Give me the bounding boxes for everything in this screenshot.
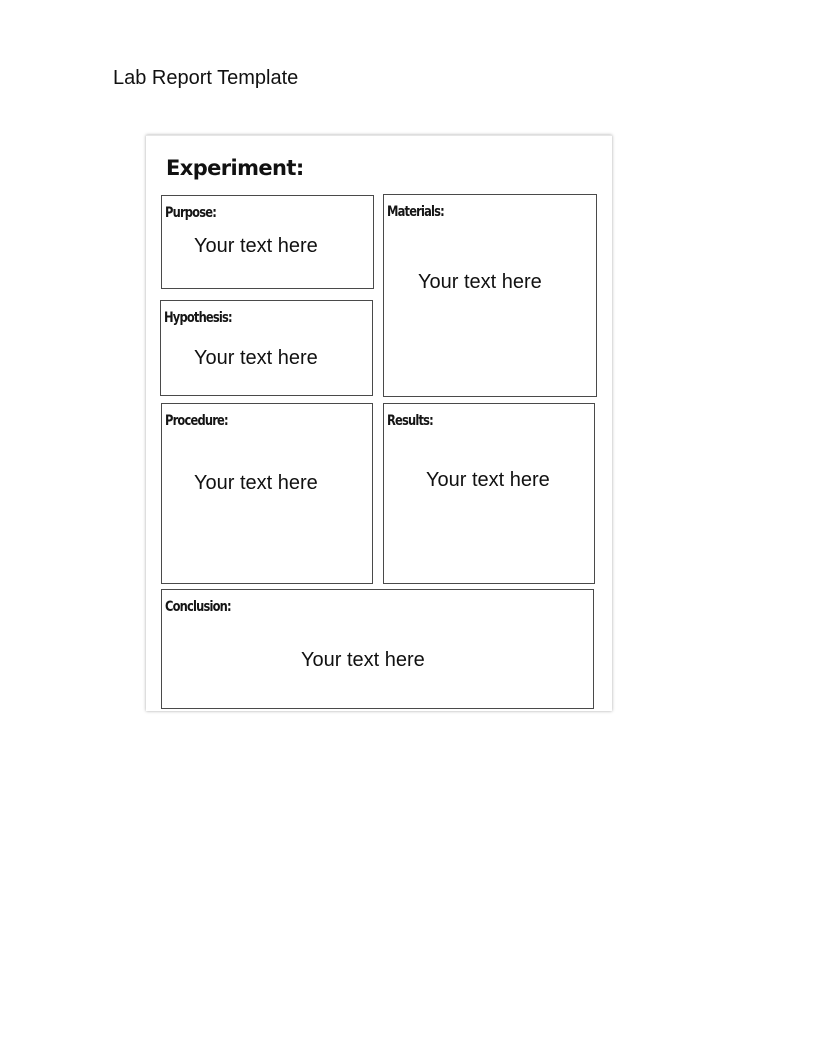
lab-report-sheet [146, 135, 612, 711]
experiment-heading: Experiment: [166, 156, 304, 180]
results-label: Results: [387, 413, 433, 429]
procedure-label: Procedure: [165, 413, 228, 429]
materials-box [383, 194, 597, 397]
purpose-text-placeholder[interactable]: Your text here [194, 235, 318, 257]
results-text-placeholder[interactable]: Your text here [426, 469, 550, 491]
results-box [383, 403, 595, 584]
materials-label: Materials: [387, 204, 444, 220]
conclusion-label: Conclusion: [165, 599, 231, 615]
hypothesis-text-placeholder[interactable]: Your text here [194, 347, 318, 369]
materials-text-placeholder[interactable]: Your text here [418, 271, 542, 293]
hypothesis-label: Hypothesis: [164, 310, 232, 326]
purpose-label: Purpose: [165, 205, 217, 221]
procedure-text-placeholder[interactable]: Your text here [194, 472, 318, 494]
document-title: Lab Report Template [113, 67, 299, 89]
conclusion-text-placeholder[interactable]: Your text here [301, 649, 425, 671]
